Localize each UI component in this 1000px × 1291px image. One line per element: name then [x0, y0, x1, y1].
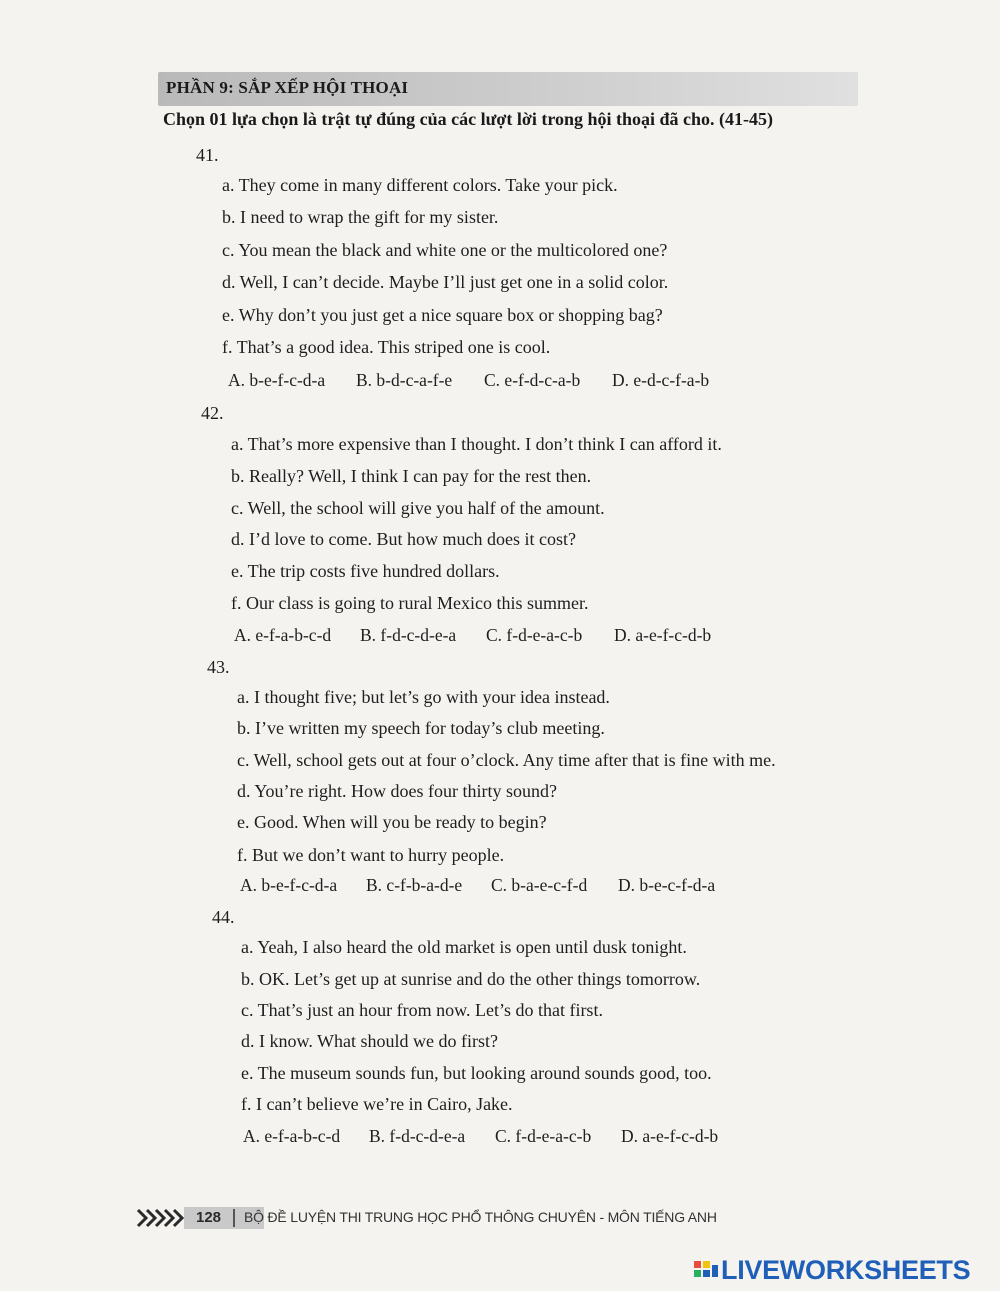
question-number-41: 41.: [196, 145, 219, 165]
liveworksheets-brand[interactable]: [693, 1255, 993, 1285]
answer-option-c[interactable]: C. e-f-d-c-a-b: [484, 370, 581, 390]
liveworksheets-logo-icon: [693, 1259, 721, 1283]
dialogue-line: e. Why don’t you just get a nice square box or shopping bag?: [222, 305, 663, 325]
answer-option-a[interactable]: A. e-f-a-b-c-d: [243, 1126, 341, 1146]
book-title: BỘ ĐỀ LUYỆN THI TRUNG HỌC PHỔ THÔNG CHUYÊN - MÔN TIẾNG ANH: [244, 1209, 717, 1225]
answer-row: [243, 1126, 718, 1147]
answer-option-c[interactable]: C. f-d-e-a-c-b: [486, 625, 583, 645]
chevrons-icon: [136, 1208, 184, 1228]
dialogue-line: b. I’ve written my speech for today’s club meeting.: [237, 718, 605, 738]
dialogue-line: c. Well, school gets out at four o’clock. Any time after that is fine with me.: [237, 750, 776, 770]
question-number-44: 44.: [212, 907, 235, 927]
answer-row: [240, 875, 715, 896]
answer-option-d[interactable]: D. a-e-f-c-d-b: [621, 1126, 719, 1146]
question-number-42: 42.: [201, 403, 224, 423]
dialogue-line: c. That’s just an hour from now. Let’s do that first.: [241, 1000, 603, 1020]
dialogue-line: e. The museum sounds fun, but looking around sounds good, too.: [241, 1063, 712, 1083]
answer-option-c[interactable]: C. f-d-e-a-c-b: [495, 1126, 592, 1146]
dialogue-line: f. That’s a good idea. This striped one is cool.: [222, 337, 551, 357]
answer-option-b[interactable]: B. c-f-b-a-d-e: [366, 875, 463, 895]
answer-row: [234, 625, 711, 646]
dialogue-line: b. Really? Well, I think I can pay for the rest then.: [231, 466, 592, 486]
dialogue-line: c. You mean the black and white one or the multicolored one?: [222, 240, 668, 260]
dialogue-line: a. That’s more expensive than I thought. I don’t think I can afford it.: [231, 434, 722, 454]
dialogue-line: d. You’re right. How does four thirty sound?: [237, 781, 557, 801]
dialogue-line: d. I know. What should we do first?: [241, 1031, 498, 1051]
answer-option-a[interactable]: A. e-f-a-b-c-d: [234, 625, 332, 645]
dialogue-line: f. Our class is going to rural Mexico this summer.: [231, 593, 589, 613]
dialogue-line: f. I can’t believe we’re in Cairo, Jake.: [241, 1094, 513, 1114]
dialogue-line: b. OK. Let’s get up at sunrise and do the other things tomorrow.: [241, 969, 701, 989]
footer-divider: [233, 1209, 235, 1227]
answer-option-d[interactable]: D. e-d-c-f-a-b: [612, 370, 710, 390]
section-title: PHẦN 9: SẮP XẾP HỘI THOẠI: [166, 78, 409, 97]
answer-option-b[interactable]: B. f-d-c-d-e-a: [369, 1126, 466, 1146]
answer-option-d[interactable]: D. a-e-f-c-d-b: [614, 625, 712, 645]
answer-option-b[interactable]: B. b-d-c-a-f-e: [356, 370, 453, 390]
dialogue-line: e. Good. When will you be ready to begin?: [237, 812, 547, 832]
dialogue-line: a. They come in many different colors. Take your pick.: [222, 175, 618, 195]
dialogue-line: e. The trip costs five hundred dollars.: [231, 561, 500, 581]
dialogue-line: b. I need to wrap the gift for my sister.: [222, 207, 499, 227]
dialogue-line: f. But we don’t want to hurry people.: [237, 845, 505, 865]
answer-option-c[interactable]: C. b-a-e-c-f-d: [491, 875, 588, 895]
dialogue-line: c. Well, the school will give you half of the amount.: [231, 498, 605, 518]
page-footer: [136, 1205, 736, 1231]
dialogue-line: a. I thought five; but let’s go with your idea instead.: [237, 687, 610, 707]
answer-option-d[interactable]: D. b-e-c-f-d-a: [618, 875, 716, 895]
instruction-text: Chọn 01 lựa chọn là trật tự đúng của các lượt lời trong hội thoại đã cho. (41-45): [163, 109, 774, 129]
question-number-43: 43.: [207, 657, 230, 677]
answer-option-a[interactable]: A. b-e-f-c-d-a: [240, 875, 338, 895]
answer-option-a[interactable]: A. b-e-f-c-d-a: [228, 370, 326, 390]
answer-option-b[interactable]: B. f-d-c-d-e-a: [360, 625, 457, 645]
brand-name: LIVEWORKSHEETS: [721, 1255, 971, 1285]
page-number: 128: [196, 1209, 222, 1226]
dialogue-line: a. Yeah, I also heard the old market is open until dusk tonight.: [241, 937, 687, 957]
answer-row: [228, 370, 709, 391]
dialogue-line: d. Well, I can’t decide. Maybe I’ll just get one in a solid color.: [222, 272, 669, 292]
dialogue-line: d. I’d love to come. But how much does it cost?: [231, 529, 576, 549]
